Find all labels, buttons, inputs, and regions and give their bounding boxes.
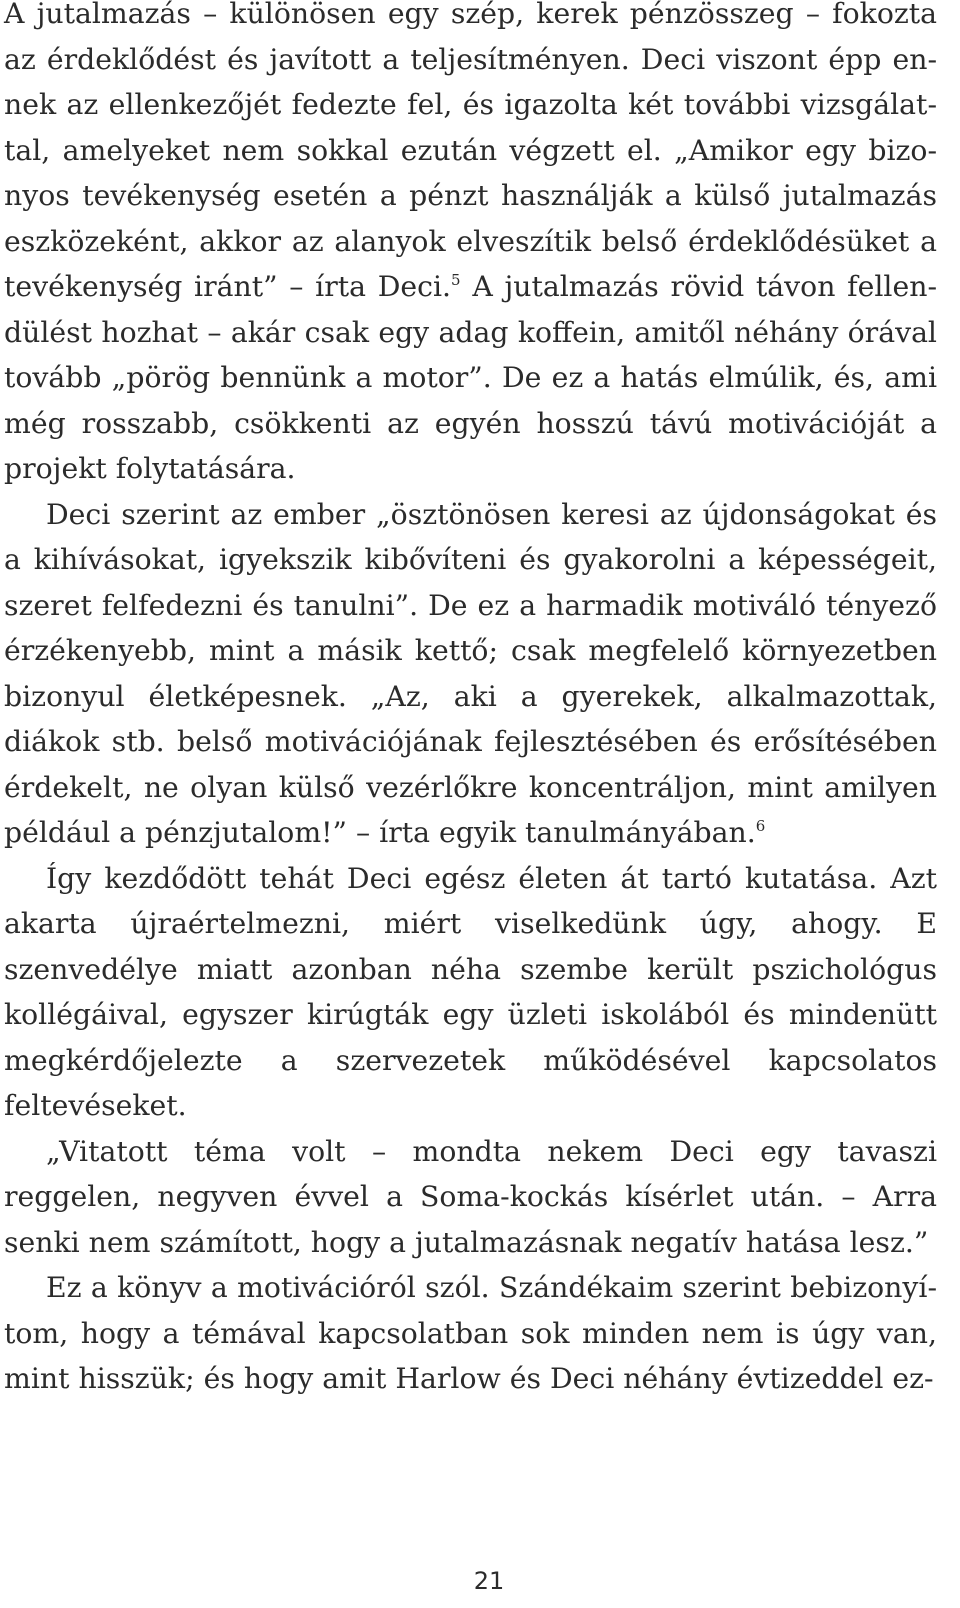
paragraph-3-text: Így kezdődött tehát Deci egész életen át tartó kutatása. Azt akarta újraértelmezni, miért viselkedünk úgy, ahogy. E szenvedélye miatt azonban néha szembe került pszichológus kollégáival, egyszer kirúgták egy üzleti iskolából és mindenütt megkérdőjelezte a szervezetek működésével kapcsolatos feltevéseket. [4, 861, 937, 1122]
body-text [4, 0, 937, 1402]
paragraph-4-text: „Vitatott téma volt – mondta nekem Deci egy tavaszi reggelen, negyven évvel a Soma-kockás kísérlet után. – Arra senki nem számított, hogy a jutalmazásnak negatív hatása lesz.” [4, 1134, 937, 1259]
paragraph-1-text-b: A jutalmazás rövid távon fellendülést hozhat – akár csak egy adag koffein, amitől néhány órával tovább „pörög bennünk a motor”. De ez a hatás elmúlik, és, ami még rosszabb, csökkenti az egyén hosszú távú motivációját a projekt folytatására. [4, 270, 937, 485]
paragraph-3 [4, 856, 937, 1129]
paragraph-4 [4, 1129, 937, 1266]
paragraph-1 [4, 0, 937, 492]
paragraph-1-text-a: A jutalmazás – különösen egy szép, kerek pénzösszeg – fokozta az érdeklődést és javított a teljesítményen. Deci viszont épp ennek az ellenkezőjét fedezte fel, és igazolta két további vizsgálattal, amelyeket nem sokkal ezután végzett el. „Amikor egy bizonyos tevékenység esetén a pénzt használják a külső jutalmazás eszközeként, akkor az alanyok elveszítik belső érdeklődésüket a tevékenység iránt” – írta Deci. [4, 0, 937, 303]
footnote-ref-5: 5 [451, 270, 461, 289]
paragraph-2 [4, 492, 937, 856]
footnote-ref-6: 6 [755, 816, 766, 835]
paragraph-5-text: Ez a könyv a motivációról szól. Szándékaim szerint bebizonyítom, hogy a témával kapcsolatban sok minden nem is úgy van, mint hisszük; és hogy amit Harlow és Deci néhány évtizeddel ez- [4, 1271, 937, 1395]
paragraph-5 [4, 1265, 937, 1402]
paragraph-2-text: Deci szerint az ember „ösztönösen keresi az újdonságokat és a kihívásokat, igyekszik kibővíteni és gyakorolni a képességeit, szeret felfedezni és tanulni”. De ez a harmadik motiváló tényező érzékenyebb, mint a másik kettő; csak megfelelő környezetben bizonyul életképesnek. „Az, aki a gyerekek, alkalmazottak, diákok stb. belső motivációjának fejlesztésében és erősítésében érdekelt, ne olyan külső vezérlőkre koncentráljon, mint amilyen például a pénzjutalom!” – írta egyik tanulmányában. [4, 497, 937, 849]
page-number: 21 [473, 1567, 505, 1595]
